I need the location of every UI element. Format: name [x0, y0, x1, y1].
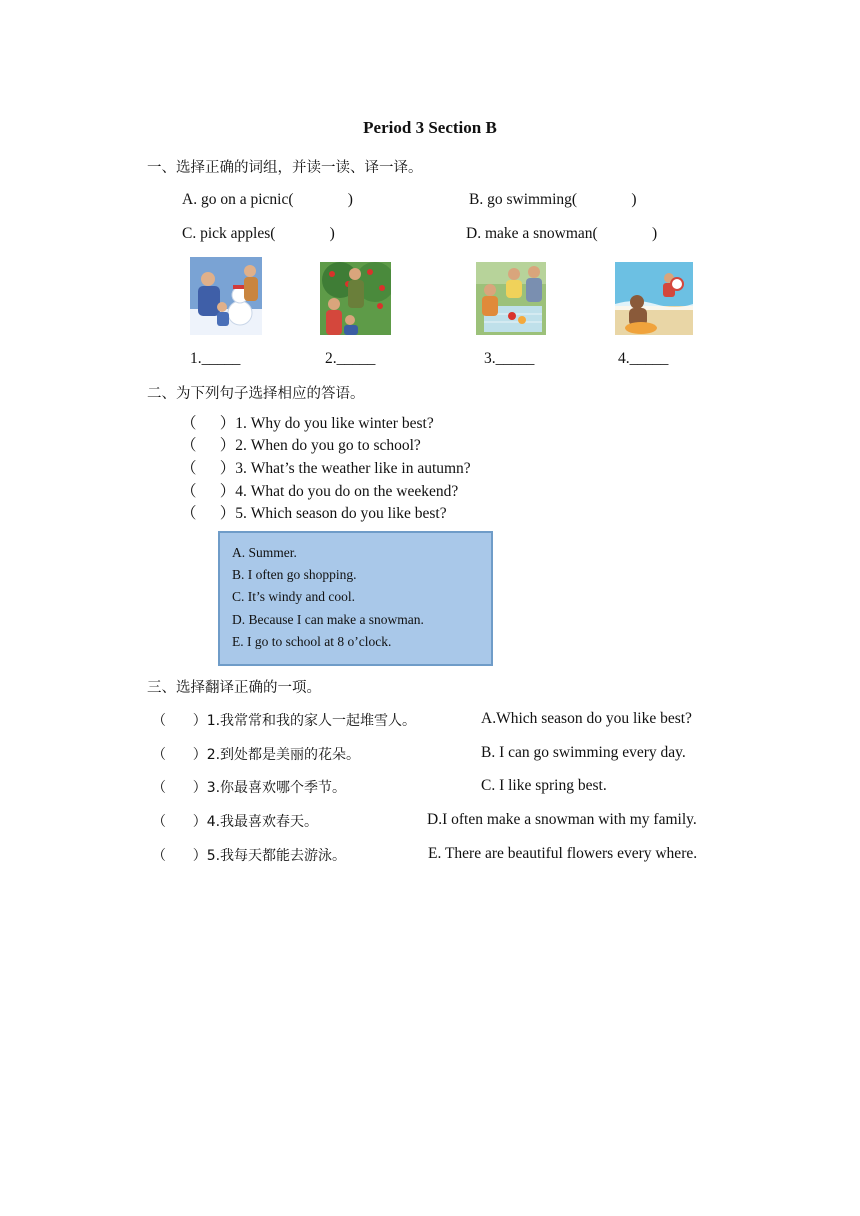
answer-e: E. I go to school at 8 o’clock. — [232, 634, 392, 649]
translation-item-4: （ ）4.我最喜欢春天。 — [152, 814, 319, 830]
translation-choice-b: B. I can go swimming every day. — [481, 744, 686, 761]
answer-c: C. It’s windy and cool. — [232, 589, 355, 604]
translation-choice-e: E. There are beautiful flowers every where. — [428, 845, 698, 862]
option-d: D. make a snowman( ) — [466, 225, 658, 242]
blank-4[interactable]: 4._____ — [618, 350, 669, 367]
question-1: （ ）1. Why do you like winter best? — [181, 415, 434, 432]
section3-heading: 三、选择翻译正确的一项。 — [147, 680, 321, 696]
blank-3[interactable]: 3._____ — [484, 350, 535, 367]
blank-1[interactable]: 1._____ — [190, 350, 241, 367]
question-2: （ ）2. When do you go to school? — [181, 437, 421, 454]
answer-a: A. Summer. — [232, 545, 297, 560]
page-title: Period 3 Section B — [363, 118, 497, 137]
blank-2[interactable]: 2._____ — [325, 350, 376, 367]
answer-b: B. I often go shopping. — [232, 567, 357, 582]
snowman-picture — [190, 257, 262, 335]
pick-apples-picture — [320, 262, 391, 335]
option-c: C. pick apples( ) — [182, 225, 335, 242]
option-b: B. go swimming( ) — [469, 191, 637, 208]
answer-d: D. Because I can make a snowman. — [232, 612, 424, 627]
section2-heading: 二、为下列句子选择相应的答语。 — [147, 386, 365, 402]
translation-choice-a: A.Which season do you like best? — [481, 710, 692, 727]
question-5: （ ）5. Which season do you like best? — [181, 505, 447, 522]
section1-heading: 一、选择正确的词组，并读一读、译一译。 — [147, 160, 423, 176]
picnic-picture — [476, 262, 546, 335]
option-a: A. go on a picnic( ) — [182, 191, 353, 208]
translation-item-2: （ ）2.到处都是美丽的花朵。 — [152, 747, 361, 763]
translation-choice-d: D.I often make a snowman with my family. — [427, 811, 697, 828]
translation-item-3: （ ）3.你最喜欢哪个季节。 — [152, 780, 347, 796]
swimming-picture — [615, 262, 693, 335]
question-4: （ ）4. What do you do on the weekend? — [181, 483, 459, 500]
answer-box — [218, 531, 493, 666]
question-3: （ ）3. What’s the weather like in autumn? — [181, 460, 471, 477]
translation-choice-c: C. I like spring best. — [481, 777, 607, 794]
translation-item-5: （ ）5.我每天都能去游泳。 — [152, 848, 347, 864]
translation-item-1: （ ）1.我常常和我的家人一起堆雪人。 — [152, 713, 417, 729]
